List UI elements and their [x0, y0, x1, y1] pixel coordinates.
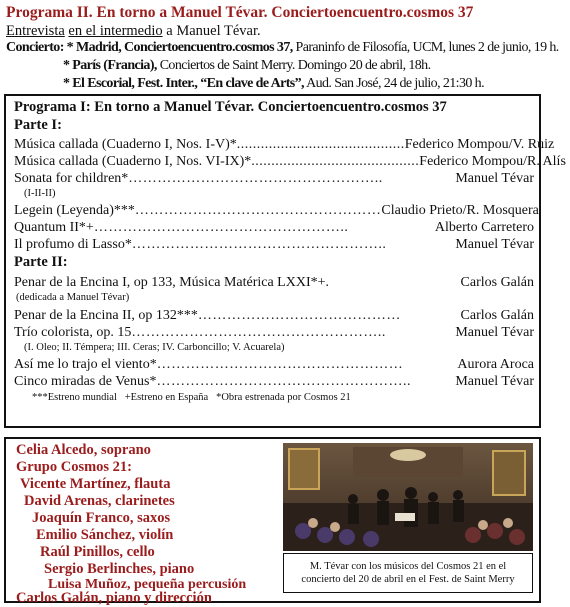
- photo-caption: [283, 553, 533, 593]
- program-item: Penar de la Encina I, op 133, Música Matérica LXXI*+ . Carlos Galán: [14, 275, 534, 290]
- performer: Luisa Muñoz, pequeña percusión: [48, 577, 247, 592]
- program-item: Así me lo trajo el viento* …………………………………………… Aurora Aroca: [14, 357, 534, 372]
- premiere-legend: ***Estreno mundial +Estreno en España *Obra estrenada por Cosmos 21: [32, 392, 351, 403]
- performer: Sergio Berlinches, piano: [44, 561, 195, 577]
- performer: Joaquín Franco, saxos: [32, 510, 171, 526]
- trio-movements-note: (I. Oleo; II. Témpera; III. Ceras; IV. Carboncillo; V. Acuarela): [24, 342, 285, 353]
- program-item: Quantum II*+ …………………………………………….. Alberto Carretero: [14, 220, 534, 235]
- caption-line-1: M. Tévar con los músicos del Cosmos 21 en el: [309, 561, 507, 572]
- performer: Emilio Sánchez, violín: [36, 527, 174, 543]
- program-item: Música callada (Cuaderno I, Nos. VI-IX)* .......................................... Federico Mompou/R. Alís: [14, 154, 566, 169]
- concert-photo: [283, 443, 533, 551]
- program-item: Legein (Leyenda)*** …………………………………………… Claudio Prieto/R. Mosquera: [14, 203, 539, 218]
- concert-escorial: * El Escorial, Fest. Inter., “En clave de Arts”, Aud. San José, 24 de julio, 21:30 h.: [63, 76, 484, 91]
- ensemble-name: Grupo Cosmos 21:: [16, 459, 133, 475]
- performers-box: [4, 437, 541, 606]
- program-item: Penar de la Encina II, op 132*** …………………………………… Carlos Galán: [14, 308, 534, 323]
- program-item: Sonata for children* …………………………………………….. Manuel Tévar: [14, 171, 534, 186]
- concert-madrid: Concierto: * Madrid, Conciertoencuentro.cosmos 37, Paraninfo de Filosofía, UCM, lunes 2 de junio, 19 h.: [6, 40, 559, 55]
- caption-line-2: concierto del 20 de abril en el Fest. de Saint Merry: [301, 574, 515, 585]
- performer-soloist: Celia Alcedo, soprano: [16, 442, 151, 458]
- performer: Vicente Martínez, flauta: [20, 476, 171, 492]
- performer: Raúl Pinillos, cello: [40, 544, 155, 560]
- conductor: Carlos Galán, piano y dirección: [16, 590, 212, 606]
- interview-line: Entrevista en el intermedio a Manuel Tévar.: [6, 23, 261, 39]
- concert-paris: * París (Francia), Conciertos de Saint Merry. Domingo 20 de abril, 18h.: [63, 58, 431, 73]
- program-ii-title: Programa II. En torno a Manuel Tévar. Conciertoencuentro.cosmos 37: [6, 4, 474, 21]
- part-2-heading: Parte II:: [14, 254, 68, 270]
- program-item: Il profumo di Lasso* …………………………………………….. Manuel Tévar: [14, 237, 534, 252]
- program-box: [4, 94, 566, 428]
- performer: David Arenas, clarinetes: [24, 493, 175, 509]
- interview-link: Entrevista: [6, 23, 65, 39]
- dedication-note: (dedicada a Manuel Tévar): [16, 292, 130, 303]
- program-title: Programa I: En torno a Manuel Tévar. Conciertoencuentro.cosmos 37: [14, 99, 447, 115]
- intermission-text: en el intermedio: [68, 23, 163, 39]
- concert-photo-image: [283, 443, 533, 551]
- sonata-movements-note: (I-II-II): [24, 188, 56, 199]
- program-item: Música callada (Cuaderno I, Nos. I-V)* .......................................... Federico Mompou/V. Ruiz: [14, 137, 555, 152]
- part-1-heading: Parte I:: [14, 117, 62, 133]
- program-item: Cinco miradas de Venus* …………………………………………….. Manuel Tévar: [14, 374, 534, 389]
- program-item: Trío colorista, op. 15 …………………………………………….. Manuel Tévar: [14, 325, 534, 340]
